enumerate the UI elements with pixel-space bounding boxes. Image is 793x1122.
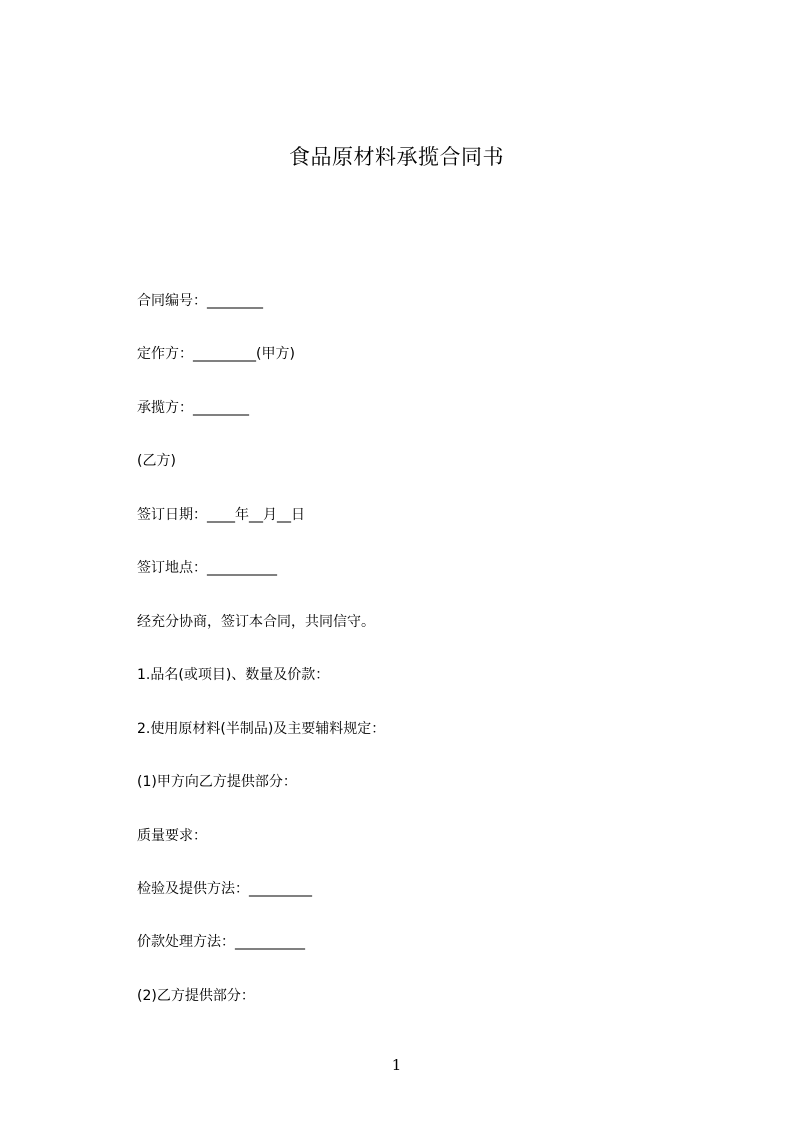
document-title: 食品原材料承揽合同书 (289, 145, 504, 169)
party-b-label-line: (乙方) (137, 453, 176, 469)
signing-place-line: 签订地点：__________ (137, 560, 277, 576)
clause-2-1-line: (1)甲方向乙方提供部分： (137, 774, 297, 790)
quality-requirement-line: 质量要求： (137, 828, 207, 844)
payment-method-line: 价款处理方法：__________ (137, 934, 305, 950)
agreement-statement-line: 经充分协商，签订本合同，共同信守。 (137, 614, 375, 630)
party-b-line: 承揽方：________ (137, 400, 249, 416)
contract-number-line: 合同编号：________ (137, 293, 263, 309)
clause-1-line: 1.品名(或项目)、数量及价款： (137, 667, 330, 683)
inspection-method-line: 检验及提供方法：_________ (137, 881, 312, 897)
page-number: 1 (391, 1056, 402, 1074)
signing-date-line: 签订日期：____年__月__日 (137, 507, 305, 523)
clause-2-2-line: (2)乙方提供部分： (137, 988, 255, 1004)
party-a-line: 定作方：_________(甲方) (137, 346, 295, 362)
clause-2-line: 2.使用原材料(半制品)及主要辅料规定： (137, 721, 386, 737)
